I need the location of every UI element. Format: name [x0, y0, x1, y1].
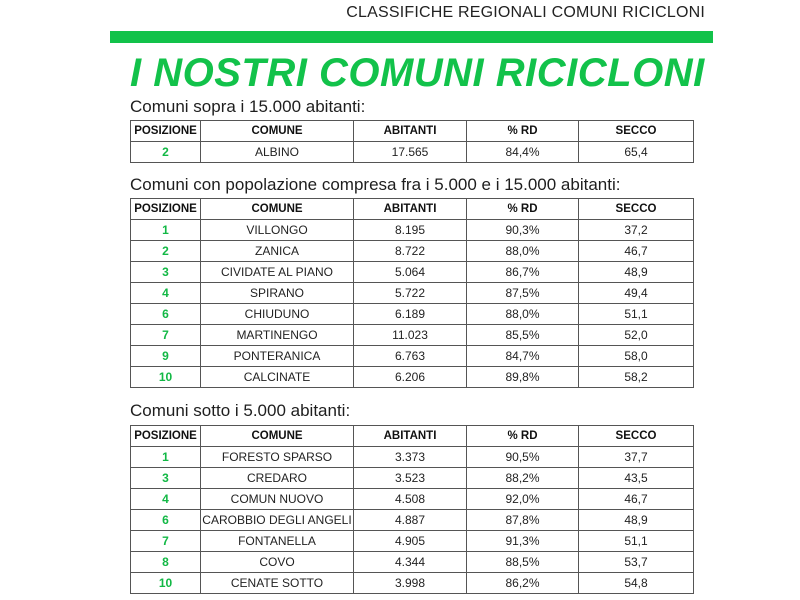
header-accent-bar [110, 31, 713, 43]
ranking-table-under-5000 [130, 425, 694, 594]
table-row [131, 220, 694, 241]
rd-cell: 84,4% [467, 142, 579, 163]
table-header-row [131, 121, 694, 142]
rd-cell: 86,7% [467, 262, 579, 283]
comune-cell: CENATE SOTTO [201, 573, 354, 594]
header-category: CLASSIFICHE REGIONALI COMUNI RICICLONI [346, 4, 705, 21]
section-title-under-5000: Comuni sotto i 5.000 abitanti: [130, 401, 351, 420]
secco-cell: 58,0 [579, 346, 694, 367]
secco-cell: 48,9 [579, 510, 694, 531]
comune-cell: CALCINATE [201, 367, 354, 388]
column-header-secco: SECCO [579, 121, 694, 142]
column-header-rd: % RD [467, 426, 579, 447]
rd-cell: 92,0% [467, 489, 579, 510]
secco-cell: 37,2 [579, 220, 694, 241]
rd-cell: 88,5% [467, 552, 579, 573]
secco-cell: 48,9 [579, 262, 694, 283]
rd-cell: 87,5% [467, 283, 579, 304]
table-header-row [131, 199, 694, 220]
comune-cell: CHIUDUNO [201, 304, 354, 325]
secco-cell: 53,7 [579, 552, 694, 573]
abitanti-cell: 4.887 [354, 510, 467, 531]
position-cell: 2 [131, 241, 201, 262]
abitanti-cell: 5.064 [354, 262, 467, 283]
abitanti-cell: 6.189 [354, 304, 467, 325]
rd-cell: 90,3% [467, 220, 579, 241]
rd-cell: 85,5% [467, 325, 579, 346]
position-cell: 2 [131, 142, 201, 163]
comune-cell: FONTANELLA [201, 531, 354, 552]
abitanti-cell: 3.523 [354, 468, 467, 489]
position-cell: 6 [131, 510, 201, 531]
position-cell: 10 [131, 367, 201, 388]
abitanti-cell: 17.565 [354, 142, 467, 163]
abitanti-cell: 11.023 [354, 325, 467, 346]
column-header-position: POSIZIONE [131, 426, 201, 447]
comune-cell: COVO [201, 552, 354, 573]
secco-cell: 46,7 [579, 489, 694, 510]
comune-cell: ALBINO [201, 142, 354, 163]
table-row [131, 304, 694, 325]
section-title-5000-15000: Comuni con popolazione compresa fra i 5.000 e i 15.000 abitanti: [130, 175, 621, 194]
secco-cell: 46,7 [579, 241, 694, 262]
rd-cell: 84,7% [467, 346, 579, 367]
comune-cell: ZANICA [201, 241, 354, 262]
rd-cell: 86,2% [467, 573, 579, 594]
table-row [131, 489, 694, 510]
table-row [131, 552, 694, 573]
position-cell: 4 [131, 283, 201, 304]
column-header-rd: % RD [467, 121, 579, 142]
column-header-comune: COMUNE [201, 426, 354, 447]
comune-cell: CAROBBIO DEGLI ANGELI [201, 510, 354, 531]
table-row [131, 573, 694, 594]
secco-cell: 51,1 [579, 531, 694, 552]
comune-cell: SPIRANO [201, 283, 354, 304]
table-row [131, 510, 694, 531]
position-cell: 9 [131, 346, 201, 367]
table-row [131, 447, 694, 468]
rd-cell: 91,3% [467, 531, 579, 552]
abitanti-cell: 5.722 [354, 283, 467, 304]
table-row [131, 468, 694, 489]
secco-cell: 65,4 [579, 142, 694, 163]
column-header-comune: COMUNE [201, 121, 354, 142]
secco-cell: 49,4 [579, 283, 694, 304]
position-cell: 8 [131, 552, 201, 573]
comune-cell: MARTINENGO [201, 325, 354, 346]
comune-cell: PONTERANICA [201, 346, 354, 367]
abitanti-cell: 4.344 [354, 552, 467, 573]
column-header-comune: COMUNE [201, 199, 354, 220]
column-header-position: POSIZIONE [131, 121, 201, 142]
column-header-abitanti: ABITANTI [354, 199, 467, 220]
rd-cell: 89,8% [467, 367, 579, 388]
rd-cell: 87,8% [467, 510, 579, 531]
rd-cell: 88,0% [467, 304, 579, 325]
table-row [131, 325, 694, 346]
column-header-position: POSIZIONE [131, 199, 201, 220]
rd-cell: 88,2% [467, 468, 579, 489]
abitanti-cell: 8.195 [354, 220, 467, 241]
position-cell: 4 [131, 489, 201, 510]
table-row [131, 346, 694, 367]
table-row [131, 262, 694, 283]
page-title: I NOSTRI COMUNI RICICLONI [130, 51, 705, 95]
column-header-secco: SECCO [579, 426, 694, 447]
table-row [131, 531, 694, 552]
rd-cell: 90,5% [467, 447, 579, 468]
comune-cell: CIVIDATE AL PIANO [201, 262, 354, 283]
column-header-abitanti: ABITANTI [354, 121, 467, 142]
column-header-abitanti: ABITANTI [354, 426, 467, 447]
secco-cell: 52,0 [579, 325, 694, 346]
section-title-over-15000: Comuni sopra i 15.000 abitanti: [130, 97, 366, 116]
abitanti-cell: 6.206 [354, 367, 467, 388]
abitanti-cell: 3.998 [354, 573, 467, 594]
secco-cell: 58,2 [579, 367, 694, 388]
position-cell: 1 [131, 447, 201, 468]
secco-cell: 37,7 [579, 447, 694, 468]
ranking-table-over-15000 [130, 120, 694, 163]
column-header-rd: % RD [467, 199, 579, 220]
secco-cell: 54,8 [579, 573, 694, 594]
abitanti-cell: 4.508 [354, 489, 467, 510]
abitanti-cell: 3.373 [354, 447, 467, 468]
abitanti-cell: 6.763 [354, 346, 467, 367]
abitanti-cell: 4.905 [354, 531, 467, 552]
table-header-row [131, 426, 694, 447]
table-row [131, 142, 694, 163]
table-row [131, 367, 694, 388]
position-cell: 1 [131, 220, 201, 241]
secco-cell: 43,5 [579, 468, 694, 489]
ranking-table-5000-15000 [130, 198, 694, 388]
position-cell: 3 [131, 468, 201, 489]
comune-cell: CREDARO [201, 468, 354, 489]
rd-cell: 88,0% [467, 241, 579, 262]
column-header-secco: SECCO [579, 199, 694, 220]
position-cell: 7 [131, 531, 201, 552]
position-cell: 10 [131, 573, 201, 594]
table-row [131, 241, 694, 262]
comune-cell: VILLONGO [201, 220, 354, 241]
position-cell: 3 [131, 262, 201, 283]
abitanti-cell: 8.722 [354, 241, 467, 262]
table-row [131, 283, 694, 304]
comune-cell: FORESTO SPARSO [201, 447, 354, 468]
position-cell: 7 [131, 325, 201, 346]
secco-cell: 51,1 [579, 304, 694, 325]
comune-cell: COMUN NUOVO [201, 489, 354, 510]
position-cell: 6 [131, 304, 201, 325]
